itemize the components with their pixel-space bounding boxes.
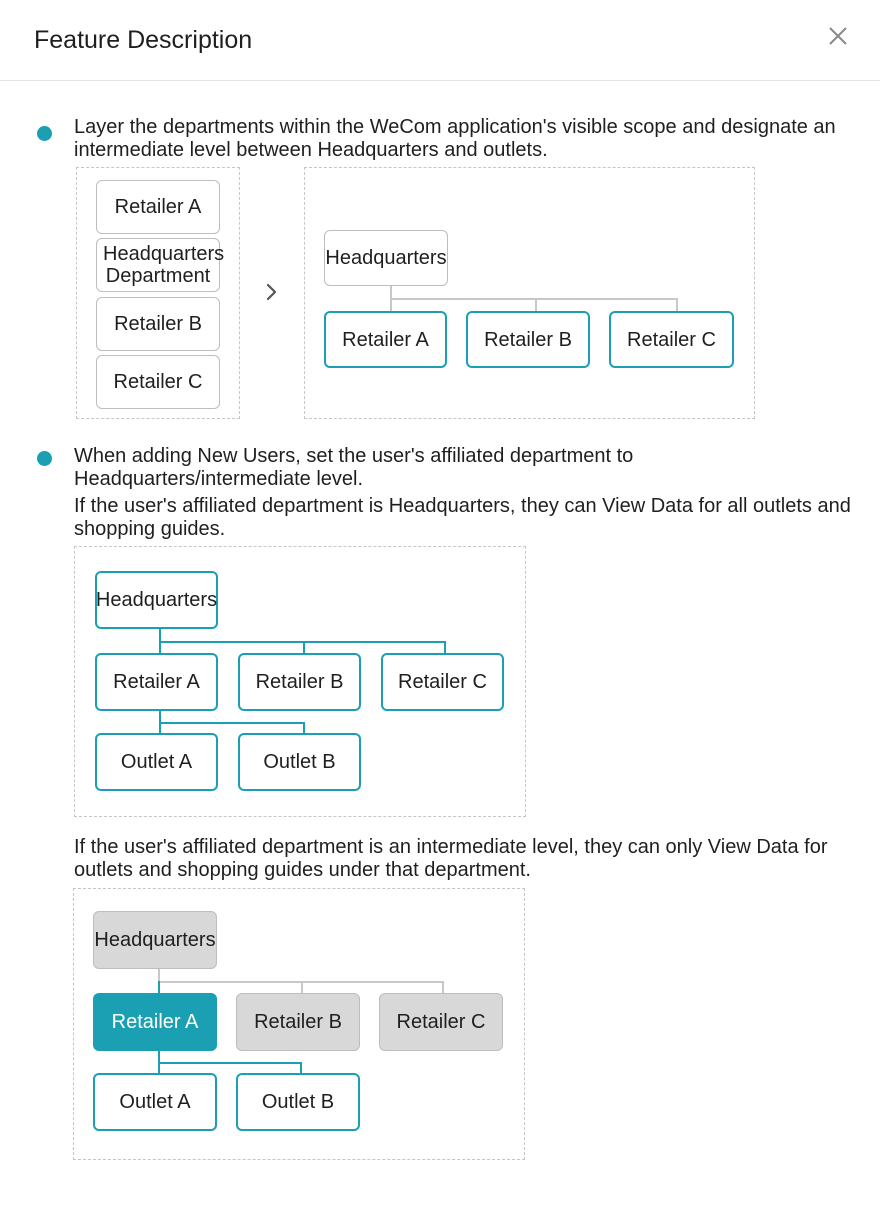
connector [390, 298, 678, 300]
tree3-node-outlet-a: Outlet A [93, 1073, 217, 1131]
tree1-node-headquarters: Headquarters [324, 230, 448, 286]
bullet-dot [37, 126, 52, 141]
tree2-node-retailer-c: Retailer C [381, 653, 504, 711]
section2-text2: If the user's affiliated department is Headquarters, they can View Data for all outlets and shopping guides. [74, 495, 851, 540]
tree3-node-retailer-b: Retailer B [236, 993, 360, 1051]
chevron-right-icon [262, 280, 282, 304]
section2-text1: When adding New Users, set the user's affiliated department to Headquarters/intermediate level. [74, 445, 634, 490]
section2-text3: If the user's affiliated department is an intermediate level, they can only View Data for outlets and shopping guides under that department. [74, 836, 828, 881]
tree1-node-retailer-c: Retailer C [609, 311, 734, 368]
tree3-node-outlet-b: Outlet B [236, 1073, 360, 1131]
tree2-node-retailer-a: Retailer A [95, 653, 218, 711]
tree2-node-outlet-b: Outlet B [238, 733, 361, 791]
bullet-dot [37, 451, 52, 466]
flat-node-headquarters-department-label: Headquarters Department [103, 243, 225, 287]
connector [390, 298, 392, 311]
connector [535, 298, 537, 311]
tree2-node-outlet-a: Outlet A [95, 733, 218, 791]
tree-frame-1 [304, 167, 755, 419]
connector [676, 298, 678, 311]
flat-node-retailer-a: Retailer A [96, 180, 220, 234]
flat-node-retailer-b: Retailer B [96, 297, 220, 351]
section1-text: Layer the departments within the WeCom application's visible scope and designate an intermediate level between Headquarters and outlets. [74, 116, 836, 161]
connector [159, 722, 305, 724]
tree2-node-headquarters: Headquarters [95, 571, 218, 629]
flat-node-headquarters-department [96, 238, 225, 292]
dialog-header [0, 0, 880, 81]
connector [158, 1062, 302, 1064]
tree2-node-retailer-b: Retailer B [238, 653, 361, 711]
dialog-title: Feature Description [34, 26, 253, 54]
tree3-node-retailer-a-selected: Retailer A [93, 993, 217, 1051]
close-icon[interactable] [822, 20, 854, 52]
tree1-node-retailer-b: Retailer B [466, 311, 590, 368]
flat-node-retailer-c: Retailer C [96, 355, 220, 409]
tree3-node-retailer-c: Retailer C [379, 993, 503, 1051]
tree3-node-headquarters: Headquarters [93, 911, 217, 969]
tree1-node-retailer-a: Retailer A [324, 311, 447, 368]
